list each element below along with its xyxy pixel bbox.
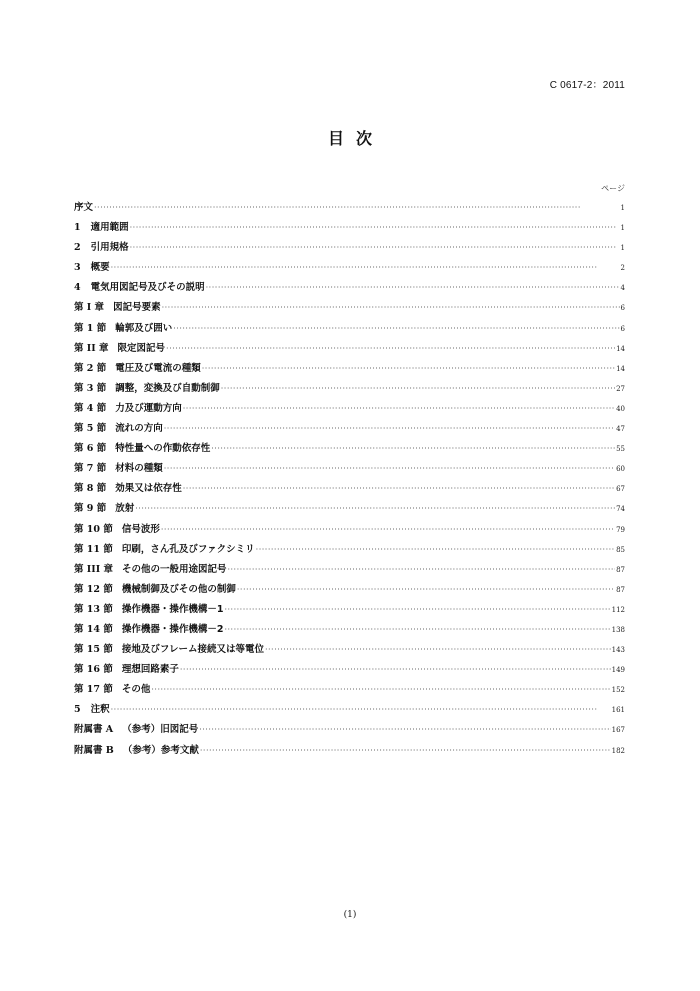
- toc-entry-label: （参考）旧図記号: [122, 724, 199, 736]
- toc-entry-label: 機械制御及びその他の制御: [121, 583, 236, 595]
- toc-entry-number: 3: [74, 262, 81, 274]
- toc-entry-label: 信号波形: [121, 523, 160, 535]
- toc-entry-page: 161: [611, 706, 625, 715]
- dot-leader: [173, 319, 619, 339]
- toc-entry-label: 概要: [90, 262, 110, 274]
- dot-leader: [256, 540, 615, 560]
- dot-leader: [237, 580, 615, 600]
- toc-entry-page: 79: [616, 525, 625, 534]
- dot-leader: [111, 258, 620, 278]
- toc-entry-number: 第 13 節: [74, 603, 113, 615]
- toc-entry-page: 112: [611, 605, 625, 614]
- dot-leader: [180, 660, 611, 680]
- toc-entry[interactable]: [74, 359, 625, 379]
- toc-entry[interactable]: [74, 238, 625, 258]
- toc-entry-page: 1: [620, 204, 625, 212]
- toc-entry-number: 2: [74, 242, 81, 254]
- toc-entry-number: 第 10 節: [74, 523, 113, 535]
- toc-entry[interactable]: [74, 479, 625, 499]
- toc-entry[interactable]: [74, 298, 625, 318]
- toc-entry-page: 27: [616, 384, 625, 393]
- toc-entry-label: 操作機器・操作機構－2: [121, 623, 224, 635]
- toc-entry-number: 第 III 章: [74, 563, 113, 575]
- toc-entry[interactable]: [74, 319, 625, 339]
- toc-entry-number: 第 4 節: [74, 402, 107, 414]
- toc-entry-page: 47: [616, 425, 625, 434]
- toc-entry-page: 138: [611, 625, 625, 634]
- toc-entry-label: 接地及びフレーム接続又は等電位: [121, 644, 264, 656]
- toc-entry-label: 限定図記号: [117, 342, 166, 354]
- dot-leader: [161, 520, 615, 540]
- toc-entry-page: 143: [611, 646, 625, 655]
- toc-entry[interactable]: [74, 419, 625, 439]
- toc-entry-number: 附属書 A: [74, 724, 114, 736]
- toc-entry-label: 調整，変換及び自動制御: [115, 382, 220, 394]
- toc-entry-label: 放射: [115, 503, 135, 515]
- toc-entry-number: 第 8 節: [74, 483, 107, 495]
- toc-entry[interactable]: [74, 680, 625, 700]
- toc-entry-label: 図記号要素: [113, 302, 161, 314]
- dot-leader: [265, 640, 611, 660]
- dot-leader: [202, 359, 615, 379]
- toc-entry-page: 87: [616, 585, 625, 594]
- toc-entry-number: 第 7 節: [74, 463, 107, 475]
- toc-entry[interactable]: [74, 439, 625, 459]
- toc-entry-number: 第 14 節: [74, 623, 113, 635]
- dot-leader: [94, 198, 620, 218]
- dot-leader: [162, 298, 620, 318]
- dot-leader: [166, 339, 615, 359]
- toc-entry[interactable]: [74, 741, 625, 761]
- toc-entry[interactable]: [74, 339, 625, 359]
- toc-entry[interactable]: [74, 198, 625, 218]
- toc-entry-number: 第 3 節: [74, 382, 107, 394]
- toc-entry[interactable]: [74, 580, 625, 600]
- toc-entry-number: 5: [74, 704, 81, 716]
- toc-entry-label: 適用範囲: [90, 222, 129, 234]
- page-title: 目次: [327, 129, 384, 148]
- dot-leader: [199, 720, 610, 740]
- document-code: C 0617-2：2011: [549, 80, 625, 91]
- toc-entry[interactable]: [74, 720, 625, 740]
- toc-entry-label: 序文: [74, 202, 94, 213]
- toc-entry-number: 第 6 節: [74, 443, 107, 455]
- dot-leader: [164, 419, 615, 439]
- toc-entry[interactable]: [74, 499, 625, 519]
- toc-entry-number: 第 15 節: [74, 644, 113, 656]
- dot-leader: [130, 218, 620, 238]
- toc-entry[interactable]: [74, 258, 625, 278]
- toc-entry-label: 輪郭及び囲い: [115, 322, 173, 334]
- dot-leader: [224, 620, 610, 640]
- toc-entry[interactable]: [74, 459, 625, 479]
- toc-entry-page: 1: [620, 244, 625, 253]
- dot-leader: [183, 399, 615, 419]
- table-of-contents: [74, 198, 625, 761]
- toc-entry-page: 6: [620, 304, 625, 313]
- toc-entry-page: 85: [616, 545, 625, 554]
- toc-entry-number: 附属書 B: [74, 744, 114, 756]
- dot-leader: [221, 379, 615, 399]
- toc-entry-label: その他: [121, 684, 151, 696]
- toc-entry[interactable]: [74, 540, 625, 560]
- dot-leader: [206, 278, 620, 298]
- dot-leader: [151, 680, 610, 700]
- toc-entry-page: 67: [616, 485, 625, 494]
- toc-entry-number: 第 2 節: [74, 362, 107, 374]
- toc-entry[interactable]: [74, 660, 625, 680]
- toc-entry-number: 第 5 節: [74, 423, 107, 435]
- toc-entry-page: 14: [616, 344, 625, 353]
- toc-entry-page: 4: [620, 284, 625, 293]
- toc-entry-page: 14: [616, 364, 625, 373]
- toc-entry-page: 2: [620, 264, 625, 273]
- toc-entry-label: その他の一般用途図記号: [121, 563, 227, 575]
- toc-entry-number: 第 9 節: [74, 503, 107, 515]
- toc-entry-page: 1: [620, 224, 625, 233]
- footer-page-number: (1): [343, 910, 357, 920]
- dot-leader: [224, 600, 610, 620]
- toc-entry-page: 152: [611, 686, 625, 695]
- toc-entry-number: 第 16 節: [74, 664, 113, 676]
- toc-entry-page: 87: [616, 565, 625, 574]
- toc-entry[interactable]: [74, 640, 625, 660]
- toc-entry-label: 操作機器・操作機構－1: [121, 603, 224, 615]
- dot-leader: [227, 560, 615, 580]
- toc-entry-label: 特性量への作動依存性: [115, 443, 211, 455]
- toc-entry-label: 電気用図記号及びその説明: [90, 282, 205, 294]
- toc-entry[interactable]: [74, 399, 625, 419]
- toc-entry-page: 40: [616, 404, 625, 413]
- toc-entry[interactable]: [74, 278, 625, 298]
- dot-leader: [135, 499, 615, 519]
- toc-entry[interactable]: [74, 379, 625, 399]
- toc-entry-page: 60: [616, 465, 625, 474]
- toc-entry-label: （参考）参考文献: [122, 744, 199, 756]
- toc-entry-number: 第 11 節: [74, 543, 113, 555]
- toc-entry-label: 力及び運動方向: [115, 402, 182, 414]
- toc-entry-label: 電圧及び電流の種類: [115, 362, 201, 374]
- toc-entry[interactable]: [74, 560, 625, 580]
- toc-entry[interactable]: [74, 700, 625, 720]
- dot-leader: [111, 700, 611, 720]
- toc-entry-page: 74: [616, 505, 625, 514]
- toc-entry-label: 注釈: [90, 704, 110, 716]
- toc-entry-number: 第 II 章: [74, 342, 109, 354]
- toc-entry-number: 第 17 節: [74, 684, 113, 696]
- dot-leader: [183, 479, 615, 499]
- toc-entry-label: 理想回路素子: [121, 664, 179, 676]
- toc-entry-label: 効果又は依存性: [115, 483, 182, 495]
- toc-entry-label: 流れの方向: [115, 423, 163, 435]
- toc-entry-page: 182: [611, 746, 625, 755]
- toc-entry-page: 6: [620, 324, 625, 333]
- page-column-label: ページ: [601, 184, 625, 193]
- dot-leader: [130, 238, 620, 258]
- toc-entry-label: 印刷，さん孔及びファクシミリ: [121, 543, 255, 555]
- dot-leader: [211, 439, 615, 459]
- toc-entry-number: 第 12 節: [74, 583, 113, 595]
- toc-entry-number: 第 I 章: [74, 302, 105, 314]
- toc-entry-number: 1: [74, 222, 81, 234]
- toc-entry[interactable]: [74, 218, 625, 238]
- dot-leader: [164, 459, 615, 479]
- toc-entry-label: 材料の種類: [115, 463, 163, 475]
- toc-entry-page: 149: [611, 666, 625, 675]
- toc-entry-number: 4: [74, 282, 81, 294]
- toc-entry[interactable]: [74, 620, 625, 640]
- dot-leader: [200, 741, 611, 761]
- toc-entry[interactable]: [74, 600, 625, 620]
- toc-entry-label: 引用規格: [90, 242, 129, 254]
- toc-entry-number: 第 1 節: [74, 322, 107, 334]
- toc-entry[interactable]: [74, 520, 625, 540]
- toc-entry-page: 55: [616, 445, 625, 454]
- toc-entry-page: 167: [611, 726, 625, 735]
